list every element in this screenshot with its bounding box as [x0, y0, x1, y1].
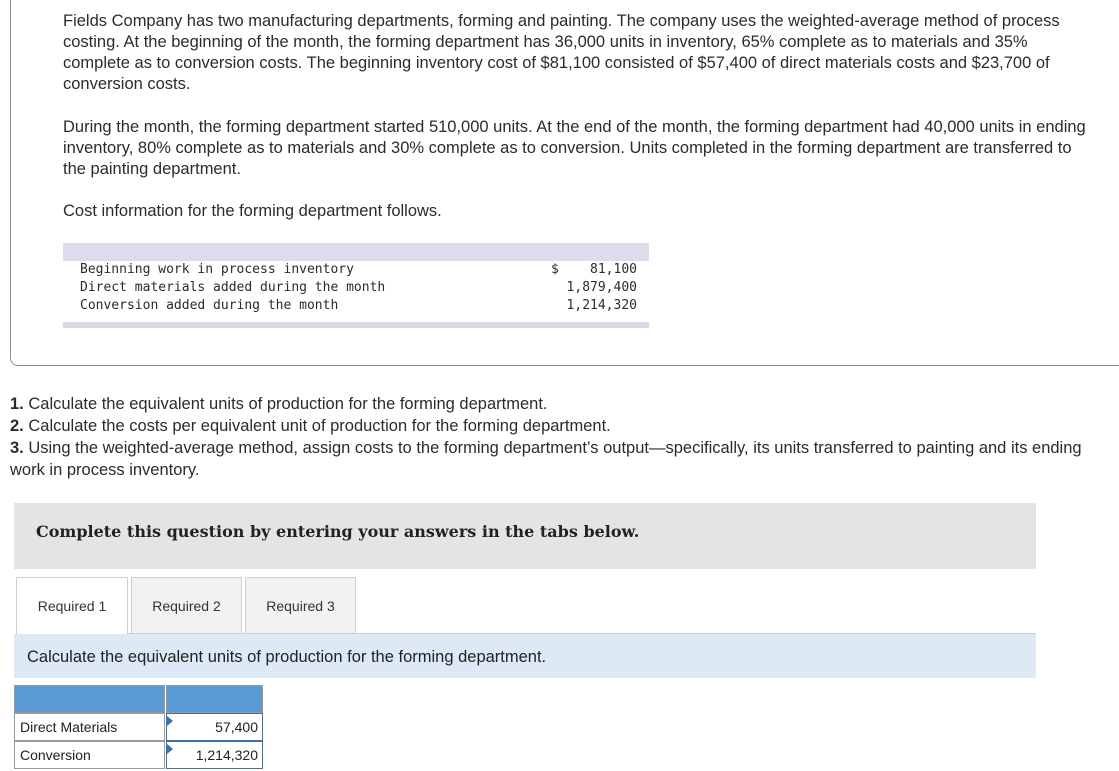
direct-materials-value: 57,400: [215, 719, 258, 735]
direct-materials-input[interactable]: [166, 713, 263, 741]
instruction-text: Calculate the equivalent units of production for the forming department.: [27, 648, 547, 666]
problem-paragraph-cost-intro: Cost information for the forming department follows.: [63, 202, 442, 220]
cost-amount: 81,100: [590, 262, 637, 277]
complete-prompt-banner: [14, 503, 1036, 569]
input-flag-icon: [167, 716, 173, 726]
requirement-item: 3. Using the weighted-average method, assign costs to the forming department’s output—specifically, its units transferred to painting and its ending work in process inventory.: [10, 439, 1082, 479]
answer-row-label: Direct Materials: [14, 713, 165, 741]
tab-required-1[interactable]: Required 1: [16, 577, 128, 635]
table-footer-bar: [63, 322, 649, 328]
conversion-input[interactable]: [166, 741, 263, 769]
cost-amount: 1,879,400: [566, 280, 637, 295]
cost-amount: 1,214,320: [566, 298, 637, 313]
cost-label: Beginning work in process inventory: [80, 262, 354, 277]
tab-required-3[interactable]: Required 3: [245, 577, 356, 634]
requirement-item: 2. Calculate the costs per equivalent unit of production for the forming department.: [10, 417, 611, 435]
problem-paragraph-intro: Fields Company has two manufacturing departments, forming and painting. The company uses the weighted-average method of process costing. At the beginning of the month, the forming department has 36,000 units in inventory, 65% complete as to materials and 35% complete as to conversion costs. The beginning inventory cost of $81,100 consisted of $57,400 of direct materials costs and $23,700 of conversion costs.: [63, 12, 1060, 93]
instruction-banner: [14, 634, 1036, 678]
answer-table-header-label: [14, 685, 165, 713]
answer-row-label: Conversion: [14, 741, 165, 769]
table-header-bar: [63, 243, 649, 261]
complete-prompt-text: Complete this question by entering your answers in the tabs below.: [36, 522, 640, 541]
table-row: [63, 262, 649, 280]
currency-symbol: $: [551, 262, 559, 277]
cost-label: Conversion added during the month: [80, 298, 339, 313]
answer-table-header-value: [166, 685, 263, 713]
table-row: [63, 280, 649, 298]
cost-label: Direct materials added during the month: [80, 280, 386, 295]
tab-required-2[interactable]: Required 2: [131, 577, 242, 634]
cost-info-table: [63, 243, 649, 328]
table-row: [63, 298, 649, 316]
problem-paragraph-month: During the month, the forming department started 510,000 units. At the end of the month, the forming department had 40,000 units in ending inventory, 80% complete as to materials and 30% complete as to conversion. Units completed in the forming department are transferred to the painting department.: [63, 118, 1086, 178]
requirement-item: 1. Calculate the equivalent units of production for the forming department.: [10, 395, 548, 413]
conversion-value: 1,214,320: [195, 747, 258, 763]
input-flag-icon: [167, 744, 173, 754]
requirements-list: [10, 393, 1119, 481]
